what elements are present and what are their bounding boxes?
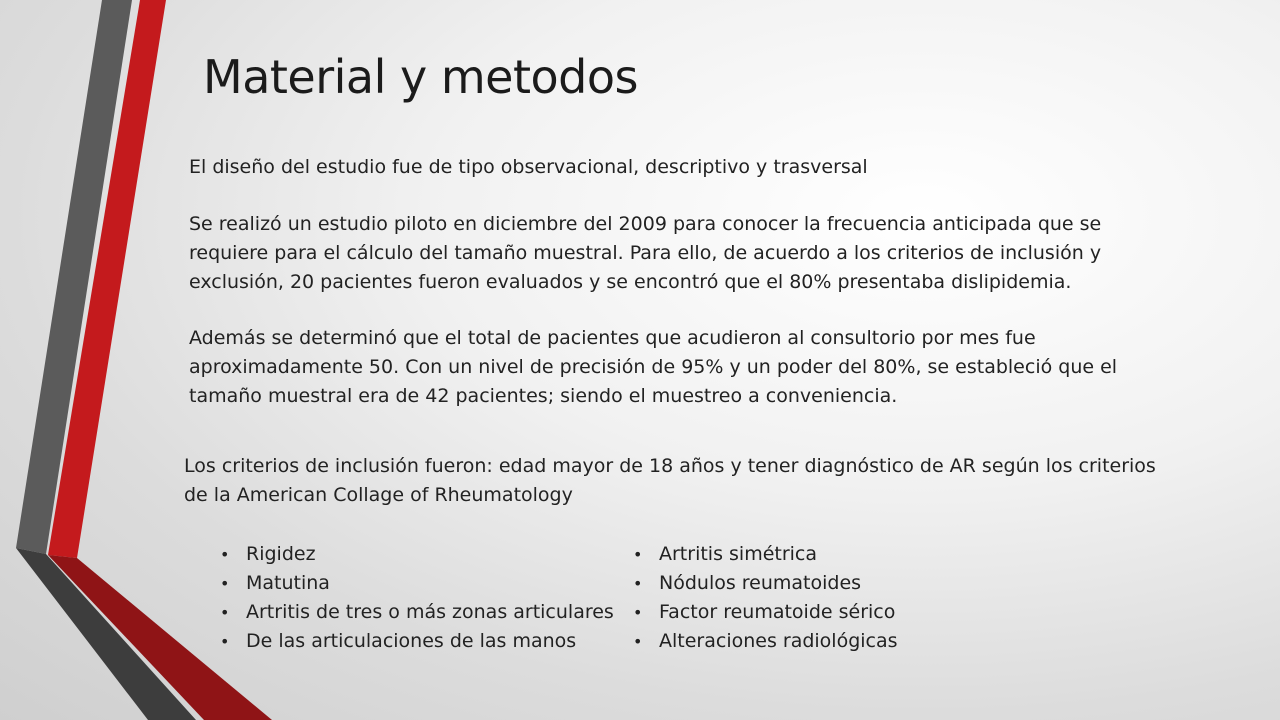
- list-item: • Alteraciones radiológicas: [631, 627, 898, 656]
- list-item: • Nódulos reumatoides: [631, 569, 898, 598]
- list-item: • Artritis simétrica: [631, 540, 898, 569]
- gray-stripe-lower: [16, 548, 196, 720]
- study-design-paragraph: El diseño del estudio fue de tipo observacional, descriptivo y trasversal: [189, 156, 868, 178]
- list-item: • Rigidez: [218, 540, 614, 569]
- slide-title: Material y metodos: [203, 50, 638, 104]
- list-item: • Factor reumatoide sérico: [631, 598, 898, 627]
- criteria-list-left: [218, 540, 614, 656]
- pilot-study-paragraph: Se realizó un estudio piloto en diciembre del 2009 para conocer la frecuencia anticipada que se requiere para el cálculo del tamaño muestral. Para ello, de acuerdo a los criterios de inclusión y exclusión, 20 pacientes fueron evaluados y se encontró que el 80% presentaba dislipidemia.: [189, 213, 1102, 293]
- sample-size-paragraph: Además se determinó que el total de pacientes que acudieron al consultorio por mes fue aproximadamente 50. Con un nivel de precisión de 95% y un poder del 80%, se estableció que el tamaño muestral era de 42 pacientes; siendo el muestreo a conveniencia.: [189, 327, 1118, 407]
- list-item: • Matutina: [218, 569, 614, 598]
- list-item: • Artritis de tres o más zonas articulares: [218, 598, 614, 627]
- list-item: • De las articulaciones de las manos: [218, 627, 614, 656]
- criteria-list-right: [631, 540, 898, 656]
- inclusion-criteria-paragraph: Los criterios de inclusión fueron: edad mayor de 18 años y tener diagnóstico de AR según los criterios de la American Collage of Rheumatology: [184, 455, 1156, 506]
